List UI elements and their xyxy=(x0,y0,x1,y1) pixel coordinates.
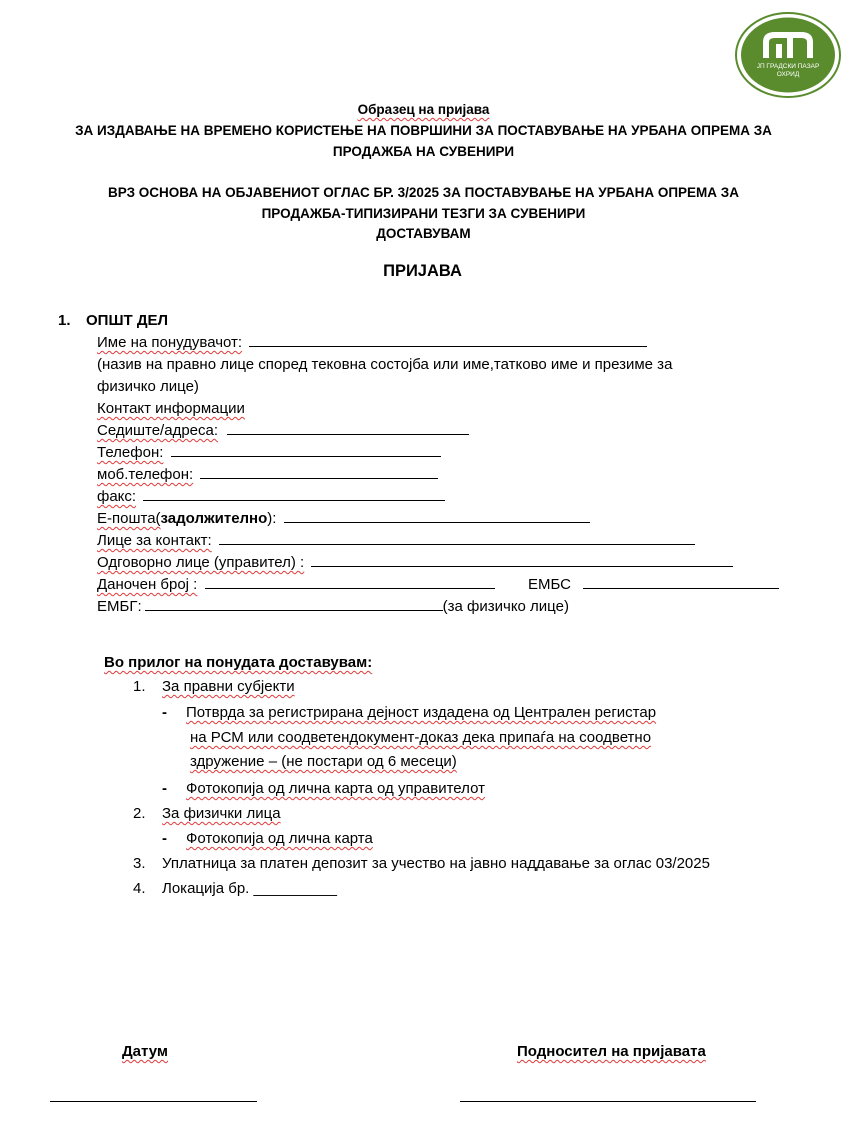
tax-number-label: Даночен број : xyxy=(97,576,198,593)
embs-field[interactable] xyxy=(528,574,779,595)
phone-label: Телефон: xyxy=(97,444,164,461)
bullet-dash: - xyxy=(162,704,167,721)
announcement-line3: ДОСТАВУВАМ xyxy=(376,226,471,241)
bullet-dash: - xyxy=(162,830,167,847)
bidder-name-field[interactable] xyxy=(97,332,647,353)
bidder-note-2: физичко лице) xyxy=(97,378,199,395)
attachment-item-location: Локација бр. __________ xyxy=(162,880,337,897)
company-logo xyxy=(735,12,841,98)
embg-note: (за физичко лице) xyxy=(442,598,569,615)
tax-number-field[interactable] xyxy=(97,574,495,595)
responsible-person-field[interactable] xyxy=(97,552,733,573)
section-number: 1. xyxy=(58,312,71,329)
address-label: Седиште/адреса: xyxy=(97,422,219,439)
attachment-item-deposit: Уплатница за платен депозит за учество на јавно наддавање за оглас 03/2025 xyxy=(162,855,710,872)
responsible-person-label: Одговорно лице (управител) : xyxy=(97,554,305,571)
legal-sub-item-2: Фотокопија од лична карта од управителот xyxy=(186,780,485,797)
bidder-name-label: Име на понудувачот: xyxy=(97,334,243,351)
applicant-signature-line[interactable] xyxy=(460,1101,756,1102)
fax-label: факс: xyxy=(97,488,137,505)
legal-sub-item-1b: на РСМ или соодветендокумент-доказ дека припаѓа на соодветно xyxy=(190,729,652,746)
embs-label: ЕМБС xyxy=(528,576,572,593)
fax-field[interactable] xyxy=(97,486,445,507)
attachment-number: 3. xyxy=(133,855,146,872)
natural-sub-item-1: Фотокопија од лична карта xyxy=(186,830,373,847)
form-subtitle-line2: ПРОДАЖБА НА СУВЕНИРИ xyxy=(332,144,515,159)
main-title: ПРИЈАВА xyxy=(383,262,462,280)
date-signature-line[interactable] xyxy=(50,1101,257,1102)
mobile-field[interactable] xyxy=(97,464,438,485)
applicant-label: Подносител на пријавата xyxy=(517,1043,706,1060)
bullet-dash: - xyxy=(162,780,167,797)
svg-text:ОХРИД: ОХРИД xyxy=(776,71,800,78)
attachments-heading: Во прилог на понудата доставувам: xyxy=(104,654,373,671)
legal-sub-item-1a: Потврда за регистрирана дејност издадена од Централен регистар xyxy=(186,704,657,721)
attachment-number: 4. xyxy=(133,880,146,897)
embg-label: ЕМБГ: xyxy=(97,598,142,615)
svg-text:ЈП ГРАДСКИ ПАЗАР: ЈП ГРАДСКИ ПАЗАР xyxy=(756,63,820,70)
address-field[interactable] xyxy=(97,420,469,441)
contact-person-label: Лице за контакт: xyxy=(97,532,212,549)
contact-info-heading: Контакт информации xyxy=(97,400,245,417)
attachment-number: 1. xyxy=(133,678,146,695)
attachment-number: 2. xyxy=(133,805,146,822)
section-title: ОПШТ ДЕЛ xyxy=(86,312,169,329)
date-label: Датум xyxy=(122,1043,168,1060)
email-field[interactable]: Е-пошта(задолжително): xyxy=(97,508,590,529)
legal-sub-item-1c: здружение – (не постари од 6 месеци) xyxy=(190,753,457,770)
form-title: Образец на пријава xyxy=(357,102,490,117)
bidder-note: (назив на правно лице според тековна состојба или име,татково име и презиме за xyxy=(97,356,673,373)
contact-person-field[interactable] xyxy=(97,530,695,551)
form-subtitle-line1: ЗА ИЗДАВАЊЕ НА ВРЕМЕНО КОРИСТЕЊЕ НА ПОВРШИНИ ЗА ПОСТАВУВАЊЕ НА УРБАНА ОПРЕМА ЗА xyxy=(75,123,772,138)
phone-field[interactable] xyxy=(97,442,441,463)
attachment-item-natural: За физички лица xyxy=(162,805,281,822)
announcement-line2: ПРОДАЖБА-ТИПИЗИРАНИ ТЕЗГИ ЗА СУВЕНИРИ xyxy=(261,206,586,221)
mobile-label: моб.телефон: xyxy=(97,466,194,483)
announcement-line1: ВРЗ ОСНОВА НА ОБЈАВЕНИОТ ОГЛАС БР. 3/2025 ЗА ПОСТАВУВАЊЕ НА УРБАНА ОПРЕМА ЗА xyxy=(108,185,739,200)
attachment-item-legal: За правни субјекти xyxy=(162,678,295,695)
embg-field[interactable] xyxy=(97,596,569,617)
